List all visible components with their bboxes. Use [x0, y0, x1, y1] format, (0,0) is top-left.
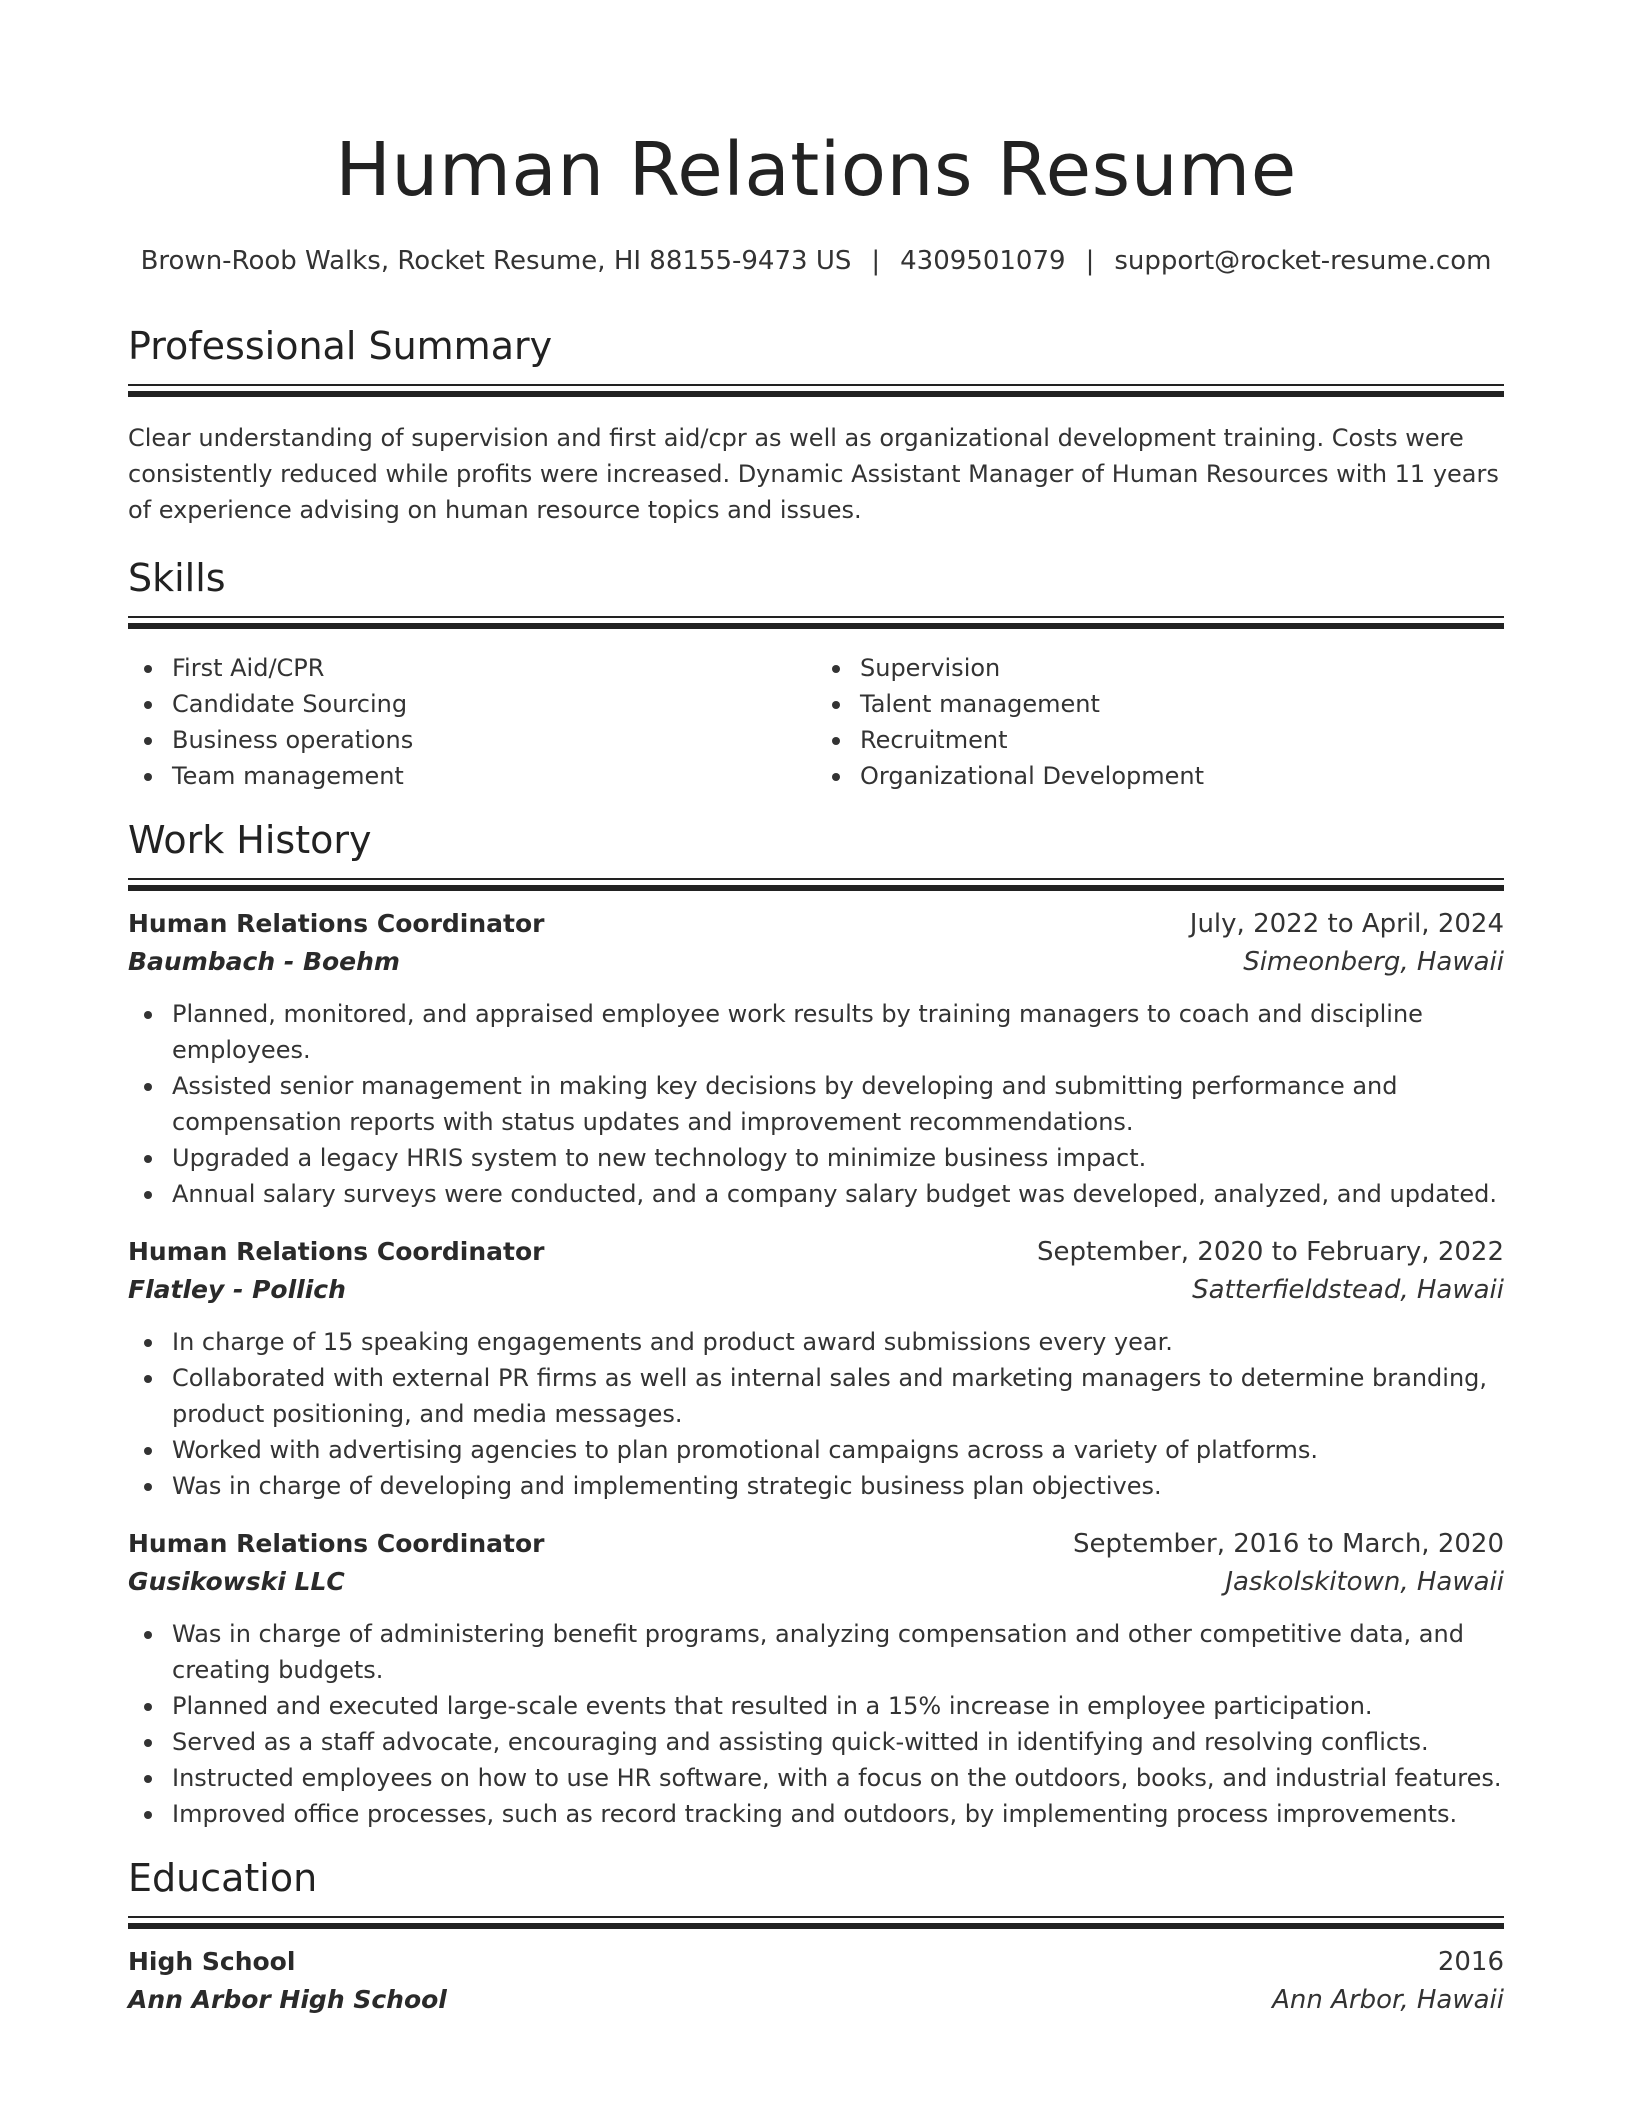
job-bullet: In charge of 15 speaking engagements and product award submissions every year. [128, 1324, 1504, 1360]
job-bullet: Planned, monitored, and appraised employee work results by training managers to coach and discipline employees. [128, 996, 1504, 1068]
summary-heading: Professional Summary [128, 324, 553, 368]
job-bullet: Assisted senior management in making key decisions by developing and submitting performance and compensation reports with status updates and improvement recommendations. [128, 1068, 1504, 1140]
summary-text: Clear understanding of supervision and first aid/cpr as well as organizational development training. Costs were consistently reduced while profits were increased. Dynamic Assistant Manager of Human Resources with 11 years of experience advising on human resource topics and issues. [128, 424, 1499, 524]
contact-email: support@rocket-resume.com [1114, 246, 1492, 276]
skill-item: Talent management [816, 686, 1504, 722]
skill-item: Business operations [128, 722, 816, 758]
education-heading: Education [128, 1856, 318, 1900]
skills-right-list [816, 650, 1504, 794]
job-dates: July, 2022 to April, 2024 [1189, 909, 1504, 939]
job-dates: September, 2016 to March, 2020 [1073, 1529, 1504, 1559]
summary-section [128, 322, 1504, 528]
skill-item: Recruitment [816, 722, 1504, 758]
skill-item: First Aid/CPR [128, 650, 816, 686]
job-bullet: Collaborated with external PR firms as well as internal sales and marketing managers to determine branding, product positioning, and media messages. [128, 1360, 1504, 1432]
section-divider [128, 384, 1504, 398]
section-divider [128, 878, 1504, 892]
job-location: Jaskolskitown, Hawaii [1225, 1567, 1504, 1597]
job-title: Human Relations Coordinator [128, 1529, 545, 1558]
contact-phone: 4309501079 [900, 246, 1066, 276]
skills-heading: Skills [128, 556, 226, 600]
job-bullet: Worked with advertising agencies to plan promotional campaigns across a variety of platforms. [128, 1432, 1504, 1468]
skill-item: Team management [128, 758, 816, 794]
work-heading: Work History [128, 818, 372, 862]
education-location: Ann Arbor, Hawaii [1272, 1985, 1504, 2015]
contact-separator: | [871, 246, 881, 276]
job-company: Gusikowski LLC [128, 1567, 345, 1596]
education-entry [128, 1944, 1504, 2020]
work-section [128, 816, 1504, 1832]
contact-separator: | [1085, 246, 1095, 276]
job-title: Human Relations Coordinator [128, 909, 545, 938]
skills-columns [128, 650, 1504, 794]
job-entry [128, 1234, 1504, 1504]
education-year: 2016 [1437, 1947, 1504, 1977]
job-dates: September, 2020 to February, 2022 [1037, 1237, 1504, 1267]
section-divider [128, 616, 1504, 630]
job-title: Human Relations Coordinator [128, 1237, 545, 1266]
contact-address: Brown-Roob Walks, Rocket Resume, HI 88155-9473 US [140, 246, 852, 276]
job-bullets [128, 996, 1504, 1212]
job-company: Baumbach - Boehm [128, 947, 400, 976]
job-bullet: Was in charge of administering benefit programs, analyzing compensation and other competitive data, and creating budgets. [128, 1616, 1504, 1688]
skill-item: Candidate Sourcing [128, 686, 816, 722]
resume-title: Human Relations Resume [335, 127, 1297, 213]
job-bullet: Planned and executed large-scale events that resulted in a 15% increase in employee participation. [128, 1688, 1504, 1724]
job-bullet: Instructed employees on how to use HR software, with a focus on the outdoors, books, and industrial features. [128, 1760, 1504, 1796]
job-entry [128, 906, 1504, 1212]
job-bullet: Annual salary surveys were conducted, and a company salary budget was developed, analyzed, and updated. [128, 1176, 1504, 1212]
skills-left-list [128, 650, 816, 794]
job-bullets [128, 1324, 1504, 1504]
skill-item: Supervision [816, 650, 1504, 686]
job-bullet: Served as a staff advocate, encouraging and assisting quick-witted in identifying and resolving conflicts. [128, 1724, 1504, 1760]
job-bullet: Was in charge of developing and implementing strategic business plan objectives. [128, 1468, 1504, 1504]
job-company: Flatley - Pollich [128, 1275, 346, 1304]
education-degree: High School [128, 1947, 296, 1976]
job-location: Satterfieldstead, Hawaii [1192, 1275, 1504, 1305]
job-bullets [128, 1616, 1504, 1832]
contact-line [128, 244, 1504, 278]
skill-item: Organizational Development [816, 758, 1504, 794]
resume-page [128, 0, 1504, 2020]
job-bullet: Improved office processes, such as record tracking and outdoors, by implementing process improvements. [128, 1796, 1504, 1832]
education-school: Ann Arbor High School [128, 1985, 447, 2014]
education-section [128, 1854, 1504, 2020]
job-location: Simeonberg, Hawaii [1243, 947, 1504, 977]
skills-section [128, 554, 1504, 794]
job-entry [128, 1526, 1504, 1832]
section-divider [128, 1916, 1504, 1930]
job-bullet: Upgraded a legacy HRIS system to new technology to minimize business impact. [128, 1140, 1504, 1176]
